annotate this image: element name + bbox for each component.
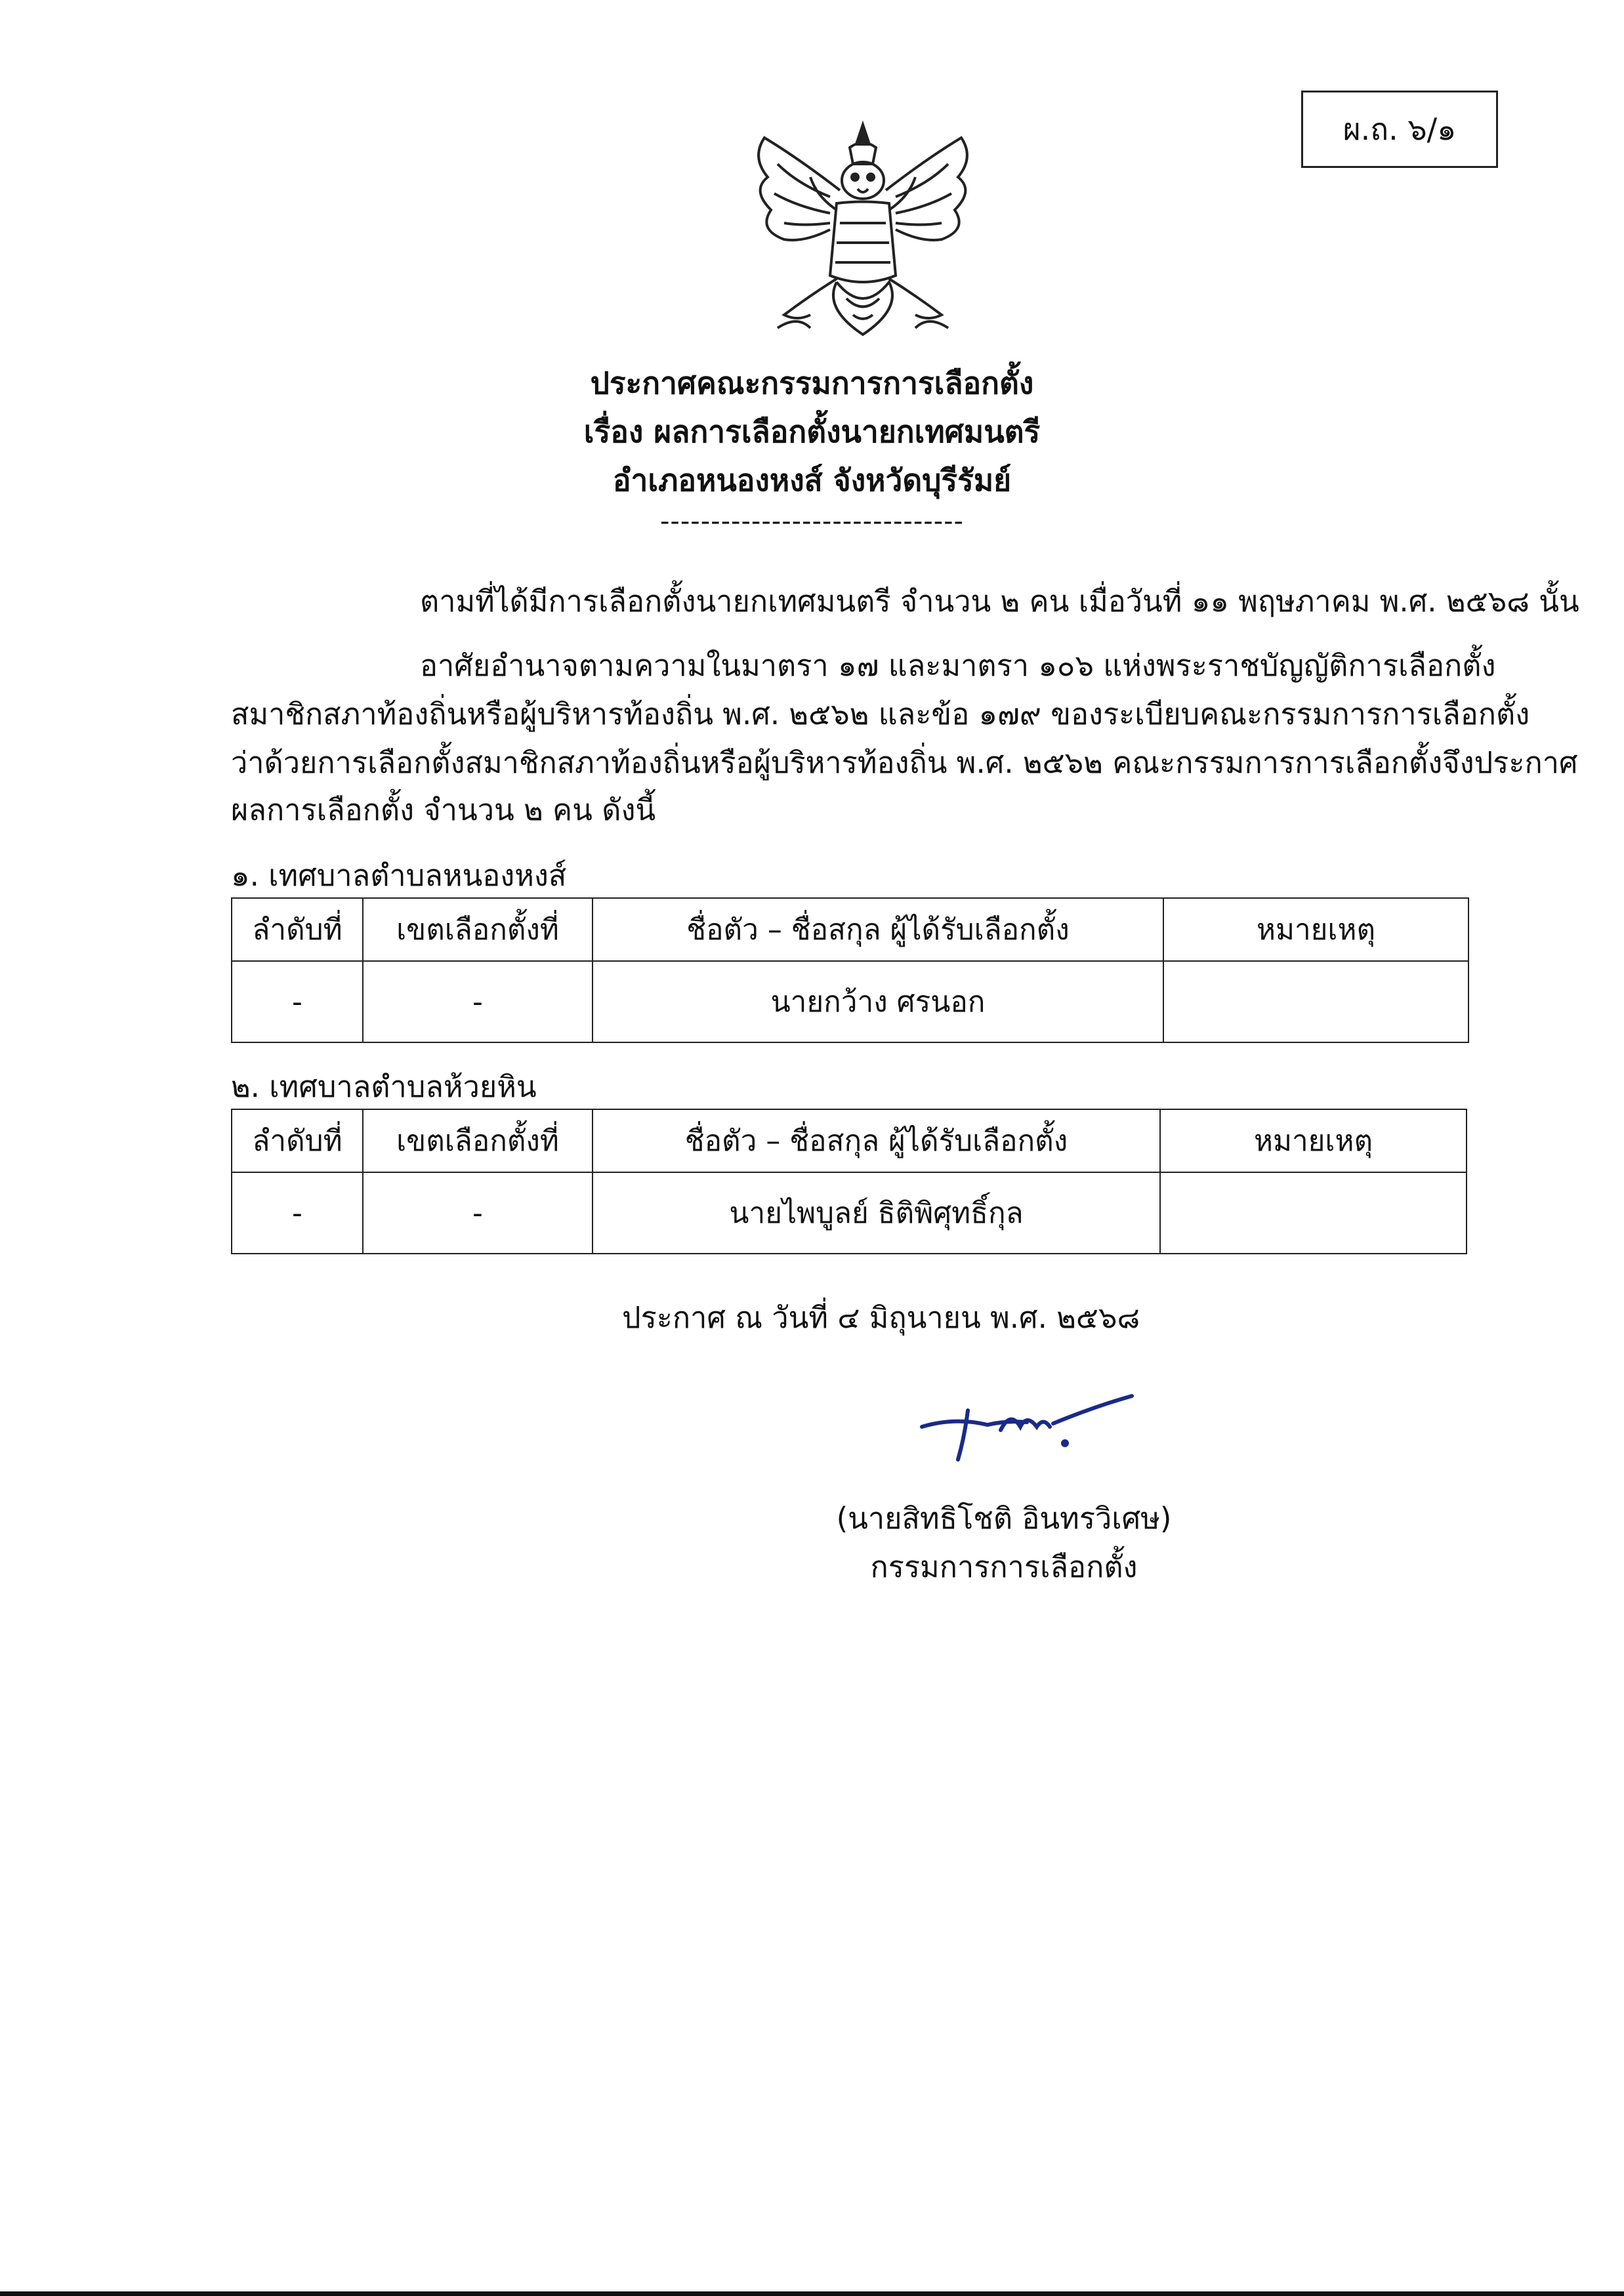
header-order: ลำดับที่ — [232, 1109, 363, 1172]
header-district: เขตเลือกตั้งที่ — [363, 1109, 593, 1172]
table-header-row — [232, 1109, 1467, 1172]
cell-order: - — [232, 961, 363, 1042]
header-remark: หมายเหตุ — [1160, 1109, 1467, 1172]
cell-district: - — [363, 961, 593, 1042]
body-paragraph-2-line-4: ผลการเลือกตั้ง จำนวน ๒ คน ดังนี้ — [231, 792, 656, 827]
section-label: ๒. เทศบาลตำบลห้วยหิน — [231, 1069, 537, 1104]
cell-district: - — [363, 1172, 593, 1254]
signer-position: กรรมการการเลือกตั้ง — [870, 1549, 1138, 1584]
form-code-box: ผ.ถ. ๖/๑ — [1301, 91, 1498, 168]
table-row — [232, 961, 1468, 1042]
results-table — [231, 1109, 1467, 1254]
table-header-row — [232, 898, 1468, 961]
cell-name: นายกว้าง ศรนอก — [593, 961, 1163, 1042]
header-name: ชื่อตัว – ชื่อสกุล ผู้ได้รับเลือกตั้ง — [593, 898, 1163, 961]
section-label: ๑. เทศบาลตำบลหนองหงส์ — [231, 858, 567, 893]
cell-remark — [1163, 961, 1468, 1042]
cell-order: - — [232, 1172, 363, 1254]
body-paragraph-2-line-2: สมาชิกสภาท้องถิ่นหรือผู้บริหารท้องถิ่น พ.ศ. ๒๕๖๒ และข้อ ๑๗๙ ของระเบียบคณะกรรมการการเลือกตั้ง — [231, 697, 1530, 731]
heading-subject: เรื่อง ผลการเลือกตั้งนายกเทศมนตรี — [583, 414, 1041, 449]
scan-edge — [0, 2291, 1624, 2296]
signer-name: (นายสิทธิโชติ อินทรวิเศษ) — [836, 1501, 1172, 1536]
signature-mark — [915, 1391, 1138, 1463]
cell-name: นายไพบูลย์ ธิติพิศุทธิ์กุล — [593, 1172, 1160, 1254]
table-row — [232, 1172, 1467, 1254]
header-district: เขตเลือกตั้งที่ — [363, 898, 593, 961]
body-paragraph-2-line-1: อาศัยอำนาจตามความในมาตรา ๑๗ และมาตรา ๑๐๖ แห่งพระราชบัญญัติการเลือกตั้ง — [420, 648, 1496, 683]
heading-location: อำเภอหนองหงส์ จังหวัดบุรีรัมย์ — [612, 462, 1012, 498]
header-order: ลำดับที่ — [232, 898, 363, 961]
body-paragraph-1: ตามที่ได้มีการเลือกตั้งนายกเทศมนตรี จำนวน ๒ คน เมื่อวันที่ ๑๑ พฤษภาคม พ.ศ. ๒๕๖๘ นั้น — [420, 584, 1579, 619]
heading-separator: ------------------------------ — [659, 506, 964, 537]
results-table — [231, 897, 1469, 1043]
garuda-emblem — [738, 118, 988, 354]
heading-title: ประกาศคณะกรรมการการเลือกตั้ง — [590, 365, 1034, 401]
header-remark: หมายเหตุ — [1163, 898, 1468, 961]
announce-date: ประกาศ ณ วันที่ ๔ มิถุนายน พ.ศ. ๒๕๖๘ — [622, 1300, 1140, 1335]
cell-remark — [1160, 1172, 1467, 1254]
body-paragraph-2-line-3: ว่าด้วยการเลือกตั้งสมาชิกสภาท้องถิ่นหรือผู้บริหารท้องถิ่น พ.ศ. ๒๕๖๒ คณะกรรมการการเลือกตั้งจึงประกาศ — [231, 745, 1578, 780]
header-name: ชื่อตัว – ชื่อสกุล ผู้ได้รับเลือกตั้ง — [593, 1109, 1160, 1172]
